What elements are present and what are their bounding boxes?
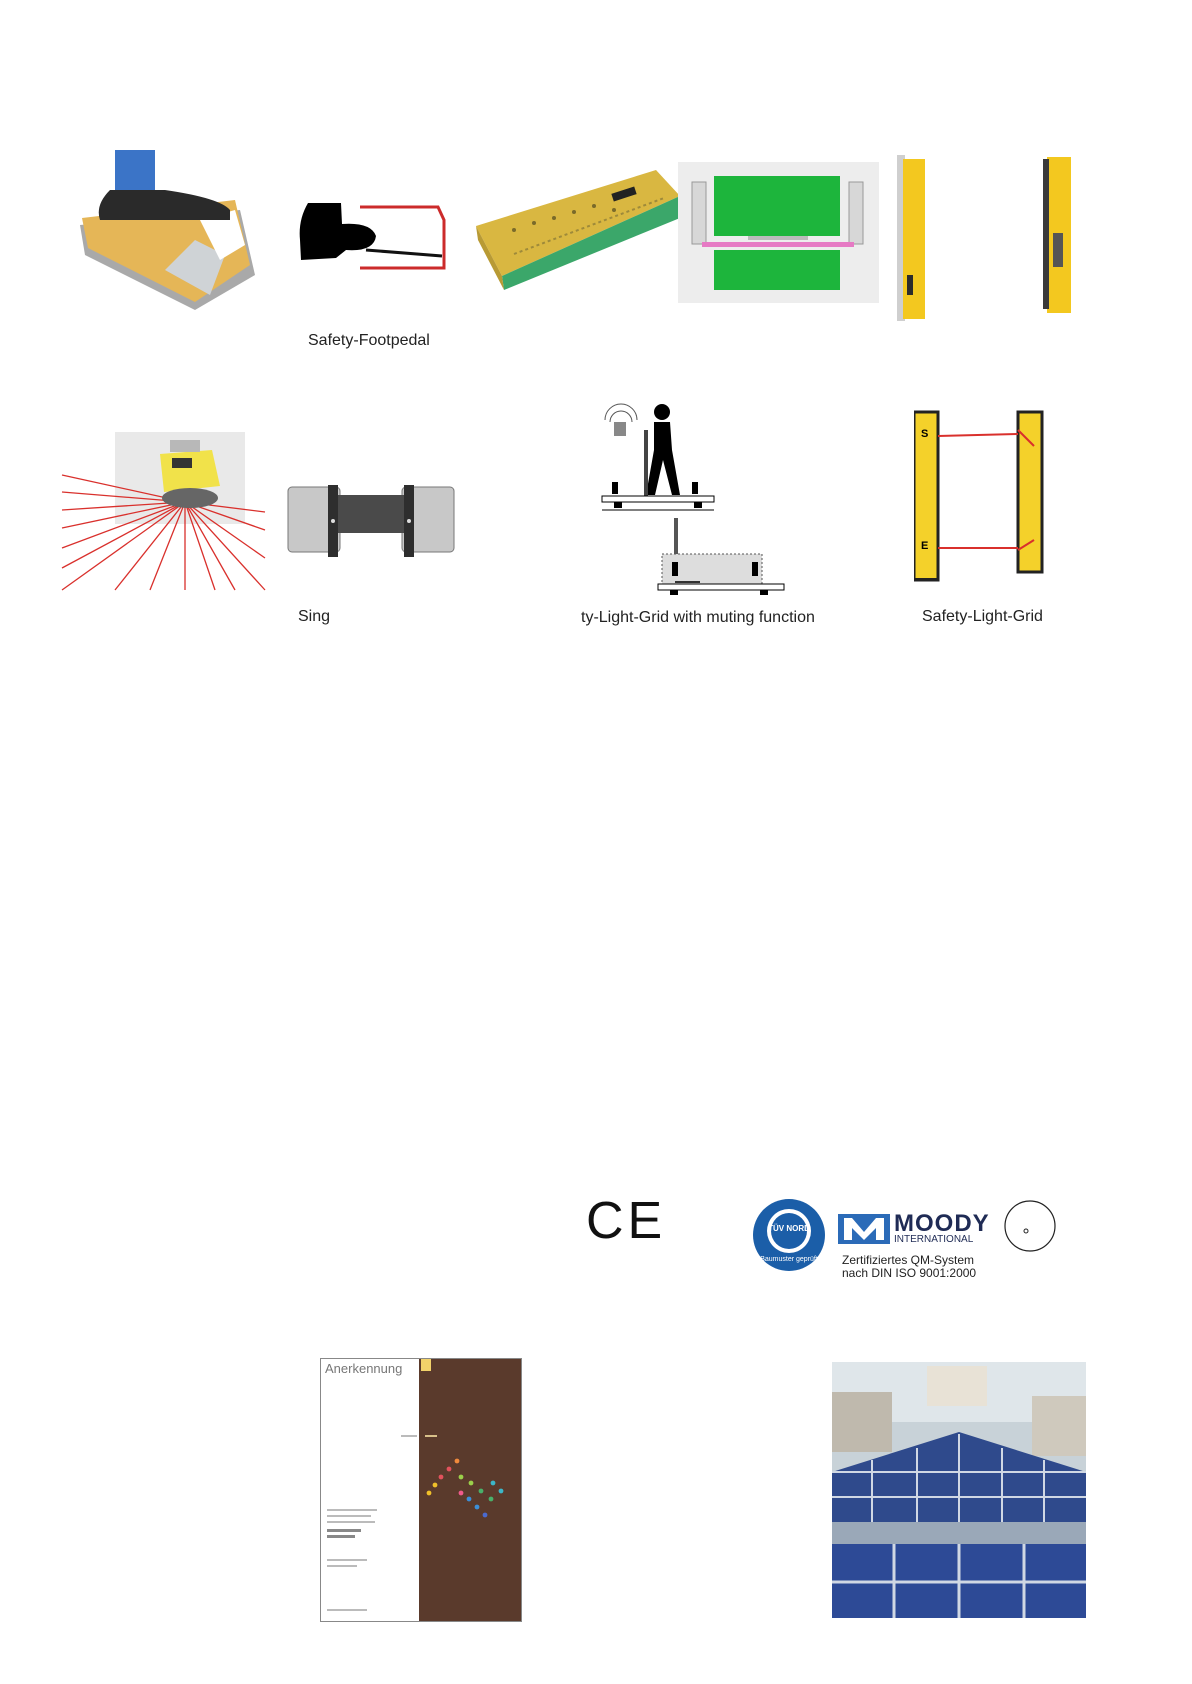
ce-mark: CE — [586, 1192, 667, 1250]
light-grid-diagram — [914, 410, 1074, 585]
footpedal-image — [296, 200, 446, 275]
light-grid-caption: Safety-Light-Grid — [922, 608, 1043, 625]
solar-roof-photo — [832, 1362, 1086, 1618]
safety-mat-image — [70, 150, 260, 310]
muting-caption: ty-Light-Grid with muting function — [581, 609, 815, 626]
light-grid-start-label: S — [921, 428, 929, 440]
moody-name: MOODY — [894, 1210, 990, 1237]
moody-sub: INTERNATIONAL — [894, 1234, 974, 1245]
moody-logo — [838, 1212, 988, 1246]
qm-line-2: nach DIN ISO 9001:2000 — [842, 1266, 977, 1280]
award-title: Anerkennung — [325, 1361, 403, 1376]
tuv-top-label: TÜV NORD — [768, 1224, 810, 1233]
tuv-arc-label: Baumuster geprüft — [760, 1256, 818, 1263]
award-certificate — [320, 1358, 522, 1622]
qm-line-1: Zertifiziertes QM-System — [842, 1253, 975, 1267]
laser-scanner-image — [60, 430, 270, 595]
muting-diagram-image — [600, 400, 790, 595]
muting-frame-image — [678, 162, 879, 303]
safety-controller-image — [474, 168, 684, 290]
round-seal-outline — [1004, 1200, 1056, 1252]
tuv-seal — [752, 1198, 826, 1272]
sing-caption: Sing — [298, 608, 331, 625]
light-grid-end-label: E — [921, 540, 929, 552]
footpedal-caption: Safety-Footpedal — [308, 332, 430, 349]
light-curtain-image — [895, 155, 1075, 323]
two-way-sensor-image — [286, 483, 456, 558]
